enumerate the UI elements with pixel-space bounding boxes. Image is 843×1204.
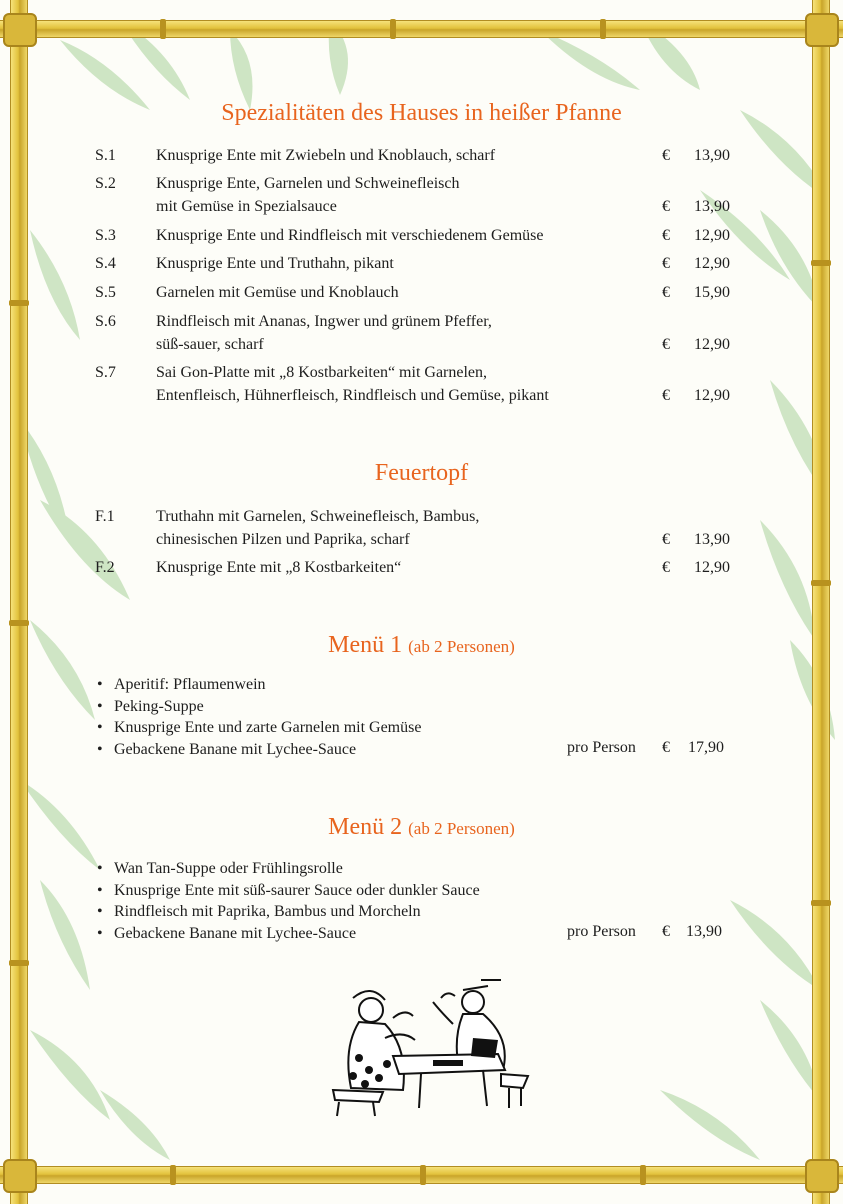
- item-description: Knusprige Ente und Rindfleisch mit verschiedenem Gemüse: [156, 227, 544, 244]
- currency-symbol: €: [662, 147, 670, 164]
- bamboo-frame-left: [10, 0, 28, 1204]
- bamboo-knot-bottom-left: [3, 1159, 37, 1193]
- menu1-per-person: pro Person: [567, 739, 636, 756]
- item-price: 12,90: [694, 559, 730, 576]
- list-item: • Gebackene Banane mit Lychee-Sauce: [97, 740, 357, 758]
- item-code: S.1: [95, 147, 116, 164]
- list-item: • Knusprige Ente und zarte Garnelen mit Gemüse: [97, 719, 422, 736]
- item-price: 12,90: [694, 336, 730, 353]
- item-description: Knusprige Ente mit Zwiebeln und Knoblauch, scharf: [156, 147, 496, 164]
- list-item: • Aperitif: Pflaumenwein: [97, 676, 266, 693]
- list-item: • Gebackene Banane mit Lychee-Sauce: [97, 924, 357, 942]
- list-item: • Peking-Suppe: [97, 697, 204, 715]
- menu2-subtitle: (ab 2 Personen): [408, 819, 515, 838]
- menu2-per-person: pro Person: [567, 923, 636, 940]
- menu1-price: 17,90: [688, 739, 724, 756]
- menu1-currency: €: [662, 739, 670, 756]
- bamboo-frame-right: [812, 0, 830, 1204]
- item-code: S.4: [95, 255, 116, 272]
- bamboo-frame-bottom: [0, 1166, 843, 1184]
- item-code: S.5: [95, 284, 116, 301]
- item-code: S.3: [95, 227, 116, 244]
- menu2-price: 13,90: [686, 923, 722, 940]
- item-description: Truthahn mit Garnelen, Schweinefleisch, Bambus, chinesischen Pilzen und Paprika, scharf: [156, 508, 480, 548]
- item-price: 13,90: [694, 198, 730, 215]
- item-description: Knusprige Ente, Garnelen und Schweinefleisch mit Gemüse in Spezialsauce: [156, 175, 460, 215]
- item-code: F.1: [95, 508, 115, 525]
- currency-symbol: €: [662, 255, 670, 272]
- bamboo-knot-bottom-right: [805, 1159, 839, 1193]
- item-code: S.6: [95, 313, 116, 330]
- item-description: Knusprige Ente und Truthahn, pikant: [156, 255, 394, 272]
- item-price: 13,90: [694, 531, 730, 548]
- currency-symbol: €: [662, 387, 670, 404]
- firepot-title: Feuertopf: [374, 460, 469, 486]
- dining-figures-illustration-icon: [323, 978, 531, 1118]
- item-code: S.7: [95, 364, 116, 381]
- currency-symbol: €: [662, 531, 670, 548]
- currency-symbol: €: [662, 227, 670, 244]
- item-description: Rindfleisch mit Ananas, Ingwer und grünem Pfeffer, süß-sauer, scharf: [156, 313, 492, 353]
- currency-symbol: €: [662, 284, 670, 301]
- menu1-title: Menü 1 (ab 2 Personen): [328, 632, 515, 658]
- currency-symbol: €: [662, 336, 670, 353]
- list-item: • Knusprige Ente mit süß-saurer Sauce oder dunkler Sauce: [97, 881, 480, 899]
- currency-symbol: €: [662, 559, 670, 576]
- specials-title: Spezialitäten des Hauses in heißer Pfanne: [221, 100, 622, 126]
- item-description: Garnelen mit Gemüse und Knoblauch: [156, 284, 399, 301]
- bamboo-knot-top-right: [805, 13, 839, 47]
- menu1-subtitle: (ab 2 Personen): [408, 637, 515, 656]
- item-price: 12,90: [694, 387, 730, 404]
- bamboo-frame-top: [0, 20, 843, 38]
- currency-symbol: €: [662, 198, 670, 215]
- list-item: • Wan Tan-Suppe oder Frühlingsrolle: [97, 860, 343, 877]
- item-price: 13,90: [694, 147, 730, 164]
- item-price: 15,90: [694, 284, 730, 301]
- item-code: S.2: [95, 175, 116, 192]
- item-description: Sai Gon-Platte mit „8 Kostbarkeiten“ mit Garnelen, Entenfleisch, Hühnerfleisch, Rindfleisch und Gemüse, pikant: [156, 364, 549, 404]
- menu2-title: Menü 2 (ab 2 Personen): [328, 814, 515, 840]
- item-price: 12,90: [694, 227, 730, 244]
- item-price: 12,90: [694, 255, 730, 272]
- menu2-currency: €: [662, 923, 670, 940]
- item-code: F.2: [95, 559, 115, 576]
- bamboo-knot-top-left: [3, 13, 37, 47]
- list-item: • Rindfleisch mit Paprika, Bambus und Morcheln: [97, 903, 421, 920]
- item-description: Knusprige Ente mit „8 Kostbarkeiten“: [156, 559, 402, 576]
